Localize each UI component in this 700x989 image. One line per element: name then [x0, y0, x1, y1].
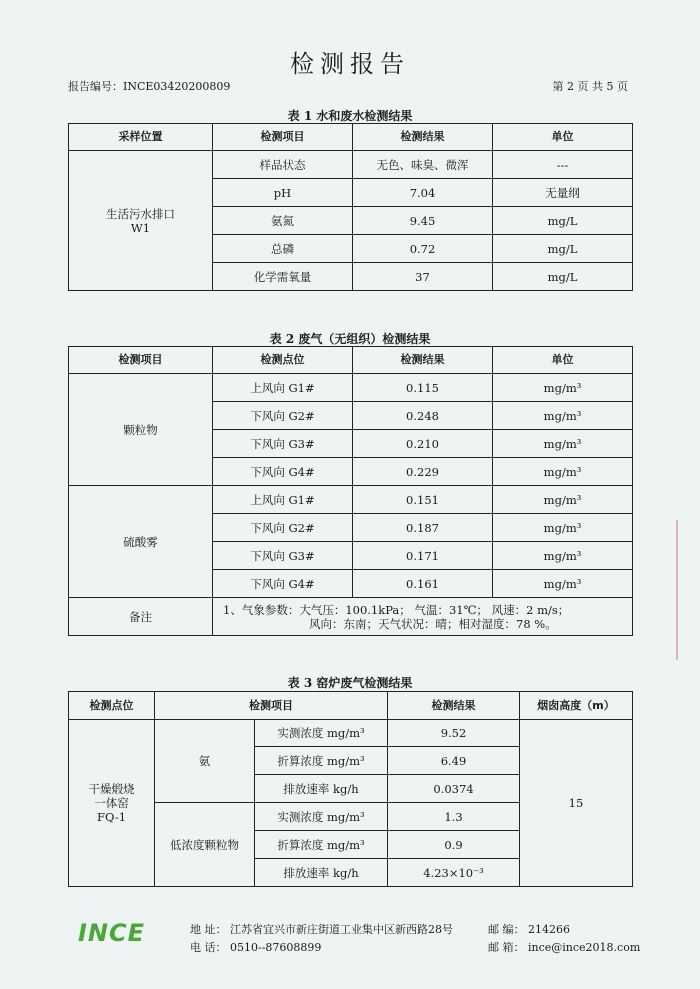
header-cell: 检测结果 [388, 692, 520, 720]
test-item: 硫酸雾 [69, 486, 213, 598]
param-cell: 实测浓度 mg/m³ [255, 720, 388, 747]
unit-cell: mg/m³ [493, 570, 633, 598]
exhaust-gas-table [68, 346, 633, 636]
remark-text [213, 598, 633, 636]
item-cell: 样品状态 [213, 151, 353, 179]
result-cell: 1.3 [388, 803, 520, 831]
unit-cell: mg/m³ [493, 486, 633, 514]
unit-cell: mg/m³ [493, 542, 633, 570]
unit-cell: mg/m³ [493, 374, 633, 402]
unit-cell: mg/m³ [493, 514, 633, 542]
header-cell: 检测项目 [69, 347, 213, 374]
monitoring-point [69, 720, 155, 887]
result-cell: 7.04 [353, 179, 493, 207]
stack-height: 15 [520, 720, 633, 887]
unit-cell: mg/m³ [493, 458, 633, 486]
result-cell: 9.45 [353, 207, 493, 235]
result-cell: 0.9 [388, 831, 520, 859]
result-cell: 0.229 [353, 458, 493, 486]
sampling-location [69, 151, 213, 291]
point-cell: 下风向 G2# [213, 402, 353, 430]
unit-cell: mg/L [493, 207, 633, 235]
point-cell: 下风向 G4# [213, 570, 353, 598]
param-cell: 折算浓度 mg/m³ [255, 831, 388, 859]
item-cell: 氨氮 [213, 207, 353, 235]
footer-postcode: 邮 编： 214266 [488, 923, 570, 936]
point-cell: 上风向 G1# [213, 374, 353, 402]
result-cell: 9.52 [388, 720, 520, 747]
header-cell: 单位 [493, 124, 633, 151]
result-cell: 4.23×10⁻³ [388, 859, 520, 887]
point-name: 一体窑 [94, 796, 129, 810]
header-cell: 检测项目 [155, 692, 388, 720]
param-cell: 折算浓度 mg/m³ [255, 747, 388, 775]
result-cell: 无色、味臭、微浑 [353, 151, 493, 179]
item-cell: 总磷 [213, 235, 353, 263]
header-cell: 单位 [493, 347, 633, 374]
header-cell: 检测点位 [213, 347, 353, 374]
table2-caption: 表 2 废气（无组织）检测结果 [269, 332, 431, 346]
page-title: 检测报告 [290, 50, 410, 78]
test-item: 低浓度颗粒物 [155, 803, 255, 887]
point-cell: 下风向 G3# [213, 542, 353, 570]
header-cell: 检测项目 [213, 124, 353, 151]
result-cell: 0.72 [353, 235, 493, 263]
result-cell: 0.0374 [388, 775, 520, 803]
header-cell: 检测结果 [353, 124, 493, 151]
water-results-table [68, 123, 633, 291]
location-name: 生活污水排口 [106, 206, 175, 221]
company-logo: INCE [78, 919, 146, 947]
result-cell: 0.161 [353, 570, 493, 598]
item-cell: 化学需氧量 [213, 263, 353, 291]
unit-cell: 无量纲 [493, 179, 633, 207]
result-cell: 37 [353, 263, 493, 291]
item-cell: pH [213, 179, 353, 207]
unit-cell: mg/m³ [493, 402, 633, 430]
header-cell: 检测结果 [353, 347, 493, 374]
result-cell: 0.151 [353, 486, 493, 514]
point-name: 干燥煅烧 [88, 782, 135, 796]
footer-address: 地 址： 江苏省宜兴市新庄街道工业集中区新西路28号 [190, 923, 453, 936]
remark-line: 1、气象参数：大气压：100.1kPa； 气温：31℃； 风速：2 m/s； [223, 602, 570, 617]
footer-email: 邮 箱： ince@ince2018.com [488, 941, 641, 954]
point-cell: 下风向 G4# [213, 458, 353, 486]
header-cell: 烟囱高度（m） [520, 692, 633, 720]
location-code: W1 [130, 220, 151, 235]
table3-caption: 表 3 窑炉废气检测结果 [287, 676, 413, 690]
point-code: FQ-1 [96, 810, 127, 824]
page-number: 第 2 页 共 5 页 [552, 80, 628, 93]
test-item: 氨 [155, 720, 255, 803]
remark-label: 备注 [69, 598, 213, 636]
point-cell: 上风向 G1# [213, 486, 353, 514]
result-cell: 6.49 [388, 747, 520, 775]
kiln-gas-table [68, 691, 633, 887]
point-cell: 下风向 G2# [213, 514, 353, 542]
result-cell: 0.171 [353, 542, 493, 570]
param-cell: 排放速率 kg/h [255, 859, 388, 887]
result-cell: 0.210 [353, 430, 493, 458]
result-cell: 0.187 [353, 514, 493, 542]
unit-cell: mg/L [493, 263, 633, 291]
table1-caption: 表 1 水和废水检测结果 [287, 109, 413, 123]
unit-cell: mg/m³ [493, 430, 633, 458]
remark-line: 风向：东南；天气状况：晴；相对湿度：78 %。 [309, 616, 557, 631]
unit-cell: mg/L [493, 235, 633, 263]
param-cell: 排放速率 kg/h [255, 775, 388, 803]
report-number: 报告编号：INCE03420200809 [68, 80, 231, 93]
header-cell: 检测点位 [69, 692, 155, 720]
footer-phone: 电 话： 0510--87608899 [190, 941, 322, 954]
test-item: 颗粒物 [69, 374, 213, 486]
param-cell: 实测浓度 mg/m³ [255, 803, 388, 831]
result-cell: 0.248 [353, 402, 493, 430]
result-cell: 0.115 [353, 374, 493, 402]
seal-stamp-edge [676, 520, 700, 660]
point-cell: 下风向 G3# [213, 430, 353, 458]
header-cell: 采样位置 [69, 124, 213, 151]
unit-cell: --- [493, 151, 633, 179]
footer [0, 915, 700, 965]
